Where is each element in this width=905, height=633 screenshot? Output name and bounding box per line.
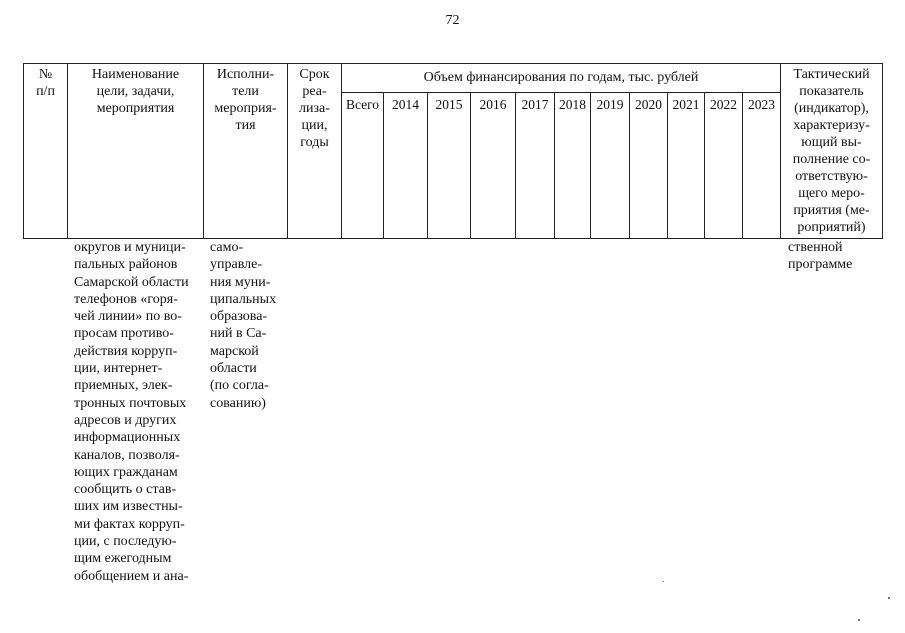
header-financing: Объем финансирования по годам, тыс. рублей (342, 64, 781, 93)
header-year-2018: 2018 (555, 92, 591, 238)
scan-speck (663, 581, 664, 582)
header-year-2015: 2015 (428, 92, 471, 238)
header-year-2019: 2019 (591, 92, 630, 238)
scan-speck (888, 597, 890, 599)
scan-speck (858, 619, 860, 621)
header-indicator: Тактический показатель (индикатор), характеризу- ющий вы- полнение со- ответствую- щего меро- приятия (ме- роприятий) (781, 64, 883, 239)
header-year-2023: 2023 (743, 92, 781, 238)
page-number: 72 (445, 13, 460, 28)
row-name-text: округов и муници- пальных районов Самарской области телефонов «горя- чей линии» по во- просам противо- действия корруп- ции, интернет- приемных, элек- тронных почтовых адресов и других информационных каналов, позволя- ющих гражданам сообщить о став- ших им известны- ми фактах корруп- ции, с последую- щим ежегодным обобщением и ана- (74, 240, 189, 584)
header-term: Срок реа- лиза- ции, годы (288, 64, 342, 239)
header-number: № п/п (24, 64, 68, 239)
header-year-2022: 2022 (705, 92, 743, 238)
header-year-2020: 2020 (630, 92, 668, 238)
header-table (23, 63, 883, 239)
header-name: Наименование цели, задачи, мероприятия (68, 64, 204, 239)
header-year-2016: 2016 (471, 92, 516, 238)
header-total: Всего (342, 92, 384, 238)
row-indicator-text: ственной программе (788, 240, 853, 273)
header-year-2021: 2021 (668, 92, 705, 238)
header-executors: Исполни- тели мероприя- тия (204, 64, 288, 239)
header-year-2014: 2014 (384, 92, 428, 238)
header-year-2017: 2017 (516, 92, 555, 238)
row-executors-text: само- управле- ния муни- ципальных образова- ний в Са- марской области (по согла- сованию) (210, 240, 277, 411)
